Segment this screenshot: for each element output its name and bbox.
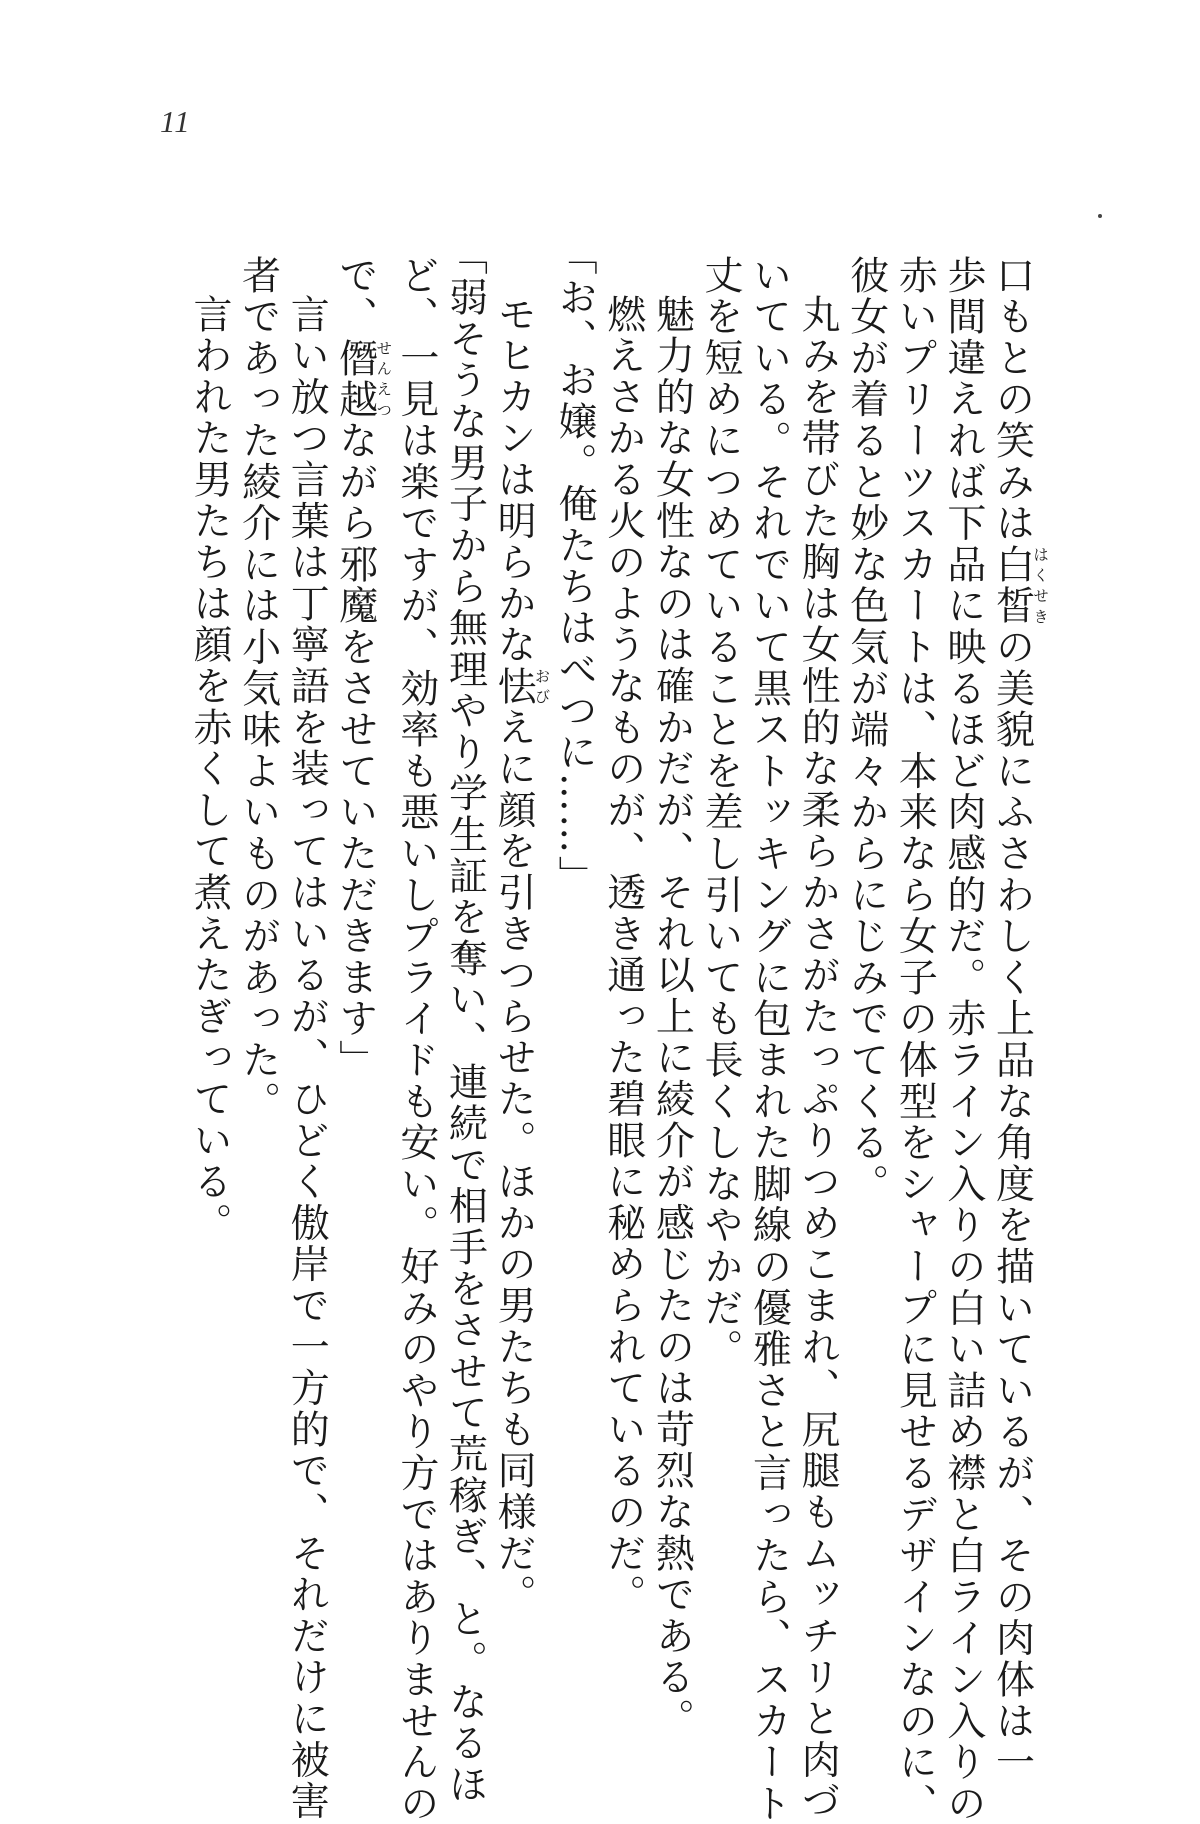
text-line: 言い放つ言葉は丁寧語を装ってはいるが、ひどく傲岸で一方的で、それだけに被害: [284, 294, 330, 1823]
body-text: [184, 235, 1049, 1824]
text-line: 魅力的な女性なのは確かだが、それ以上に綾介が感じたのは苛烈な熱である。: [649, 294, 695, 1740]
text-line: モヒカンは明らかな怯おびえに顔を引きつらせた。ほかの男たちも同様だ。: [491, 294, 551, 1616]
text-line: 口もとの笑みは白皙はくせきの美貌にふさわしく上品な角度を描いているが、その肉体は一: [989, 255, 1049, 1784]
text-line: で、僭越せんえつながら邪魔をさせていただきます」: [332, 255, 393, 1082]
text-line: 言われた男たちは顔を赤くして煮えたぎっている。: [187, 294, 232, 1244]
text-line: 赤いプリーツスカートは、本来なら女子の体型をシャープに見せるデザインなのに、: [892, 255, 938, 1824]
ruby-annotation: 怯おび: [491, 665, 551, 708]
text-line: 丈を短めにつめていることを差し引いても長くしなやかだ。: [697, 255, 743, 1371]
page-number: 11: [160, 104, 191, 139]
text-line: 歩間違えれば下品に映るほど肉感的だ。赤ライン入りの白い詰め襟と白ライン入りの: [940, 255, 986, 1824]
text-line: いている。それでいて黒ストッキングに包まれた脚線の優雅さと言ったら、スカート: [746, 255, 792, 1824]
ruby-reading: はくせき: [1031, 544, 1049, 627]
ruby-reading: おび: [532, 665, 551, 707]
ruby-reading: せんえつ: [374, 337, 393, 421]
scan-speck: [1098, 214, 1102, 218]
text-line: 者であった綾介には小気味よいものがあった。: [235, 255, 281, 1123]
text-line: 彼女が着ると妙な色気が端々からにじみでてくる。: [843, 255, 889, 1205]
text-line: 丸みを帯びた胸は女性的な柔らかさがたっぷりつめこまれ、尻腿もムッチリと肉づ: [795, 294, 841, 1823]
ruby-annotation: 白皙はくせき: [989, 544, 1049, 627]
text-line: 「弱そうな男子から無理やり学生証を奪い、連続で相手をさせて荒稼ぎ、と。なるほ: [442, 235, 488, 1805]
ruby-annotation: 僭越せんえつ: [332, 337, 393, 421]
text-line: 燃えさかる火のようなものが、透き通った碧眼に秘められているのだ。: [600, 294, 646, 1616]
text-line: 「お、お嬢。俺たちはべつに……」: [552, 235, 598, 897]
text-line: ど、一見は楽ですが、効率も悪いしプライドも安い。好みのやり方ではありませんの: [393, 255, 439, 1824]
